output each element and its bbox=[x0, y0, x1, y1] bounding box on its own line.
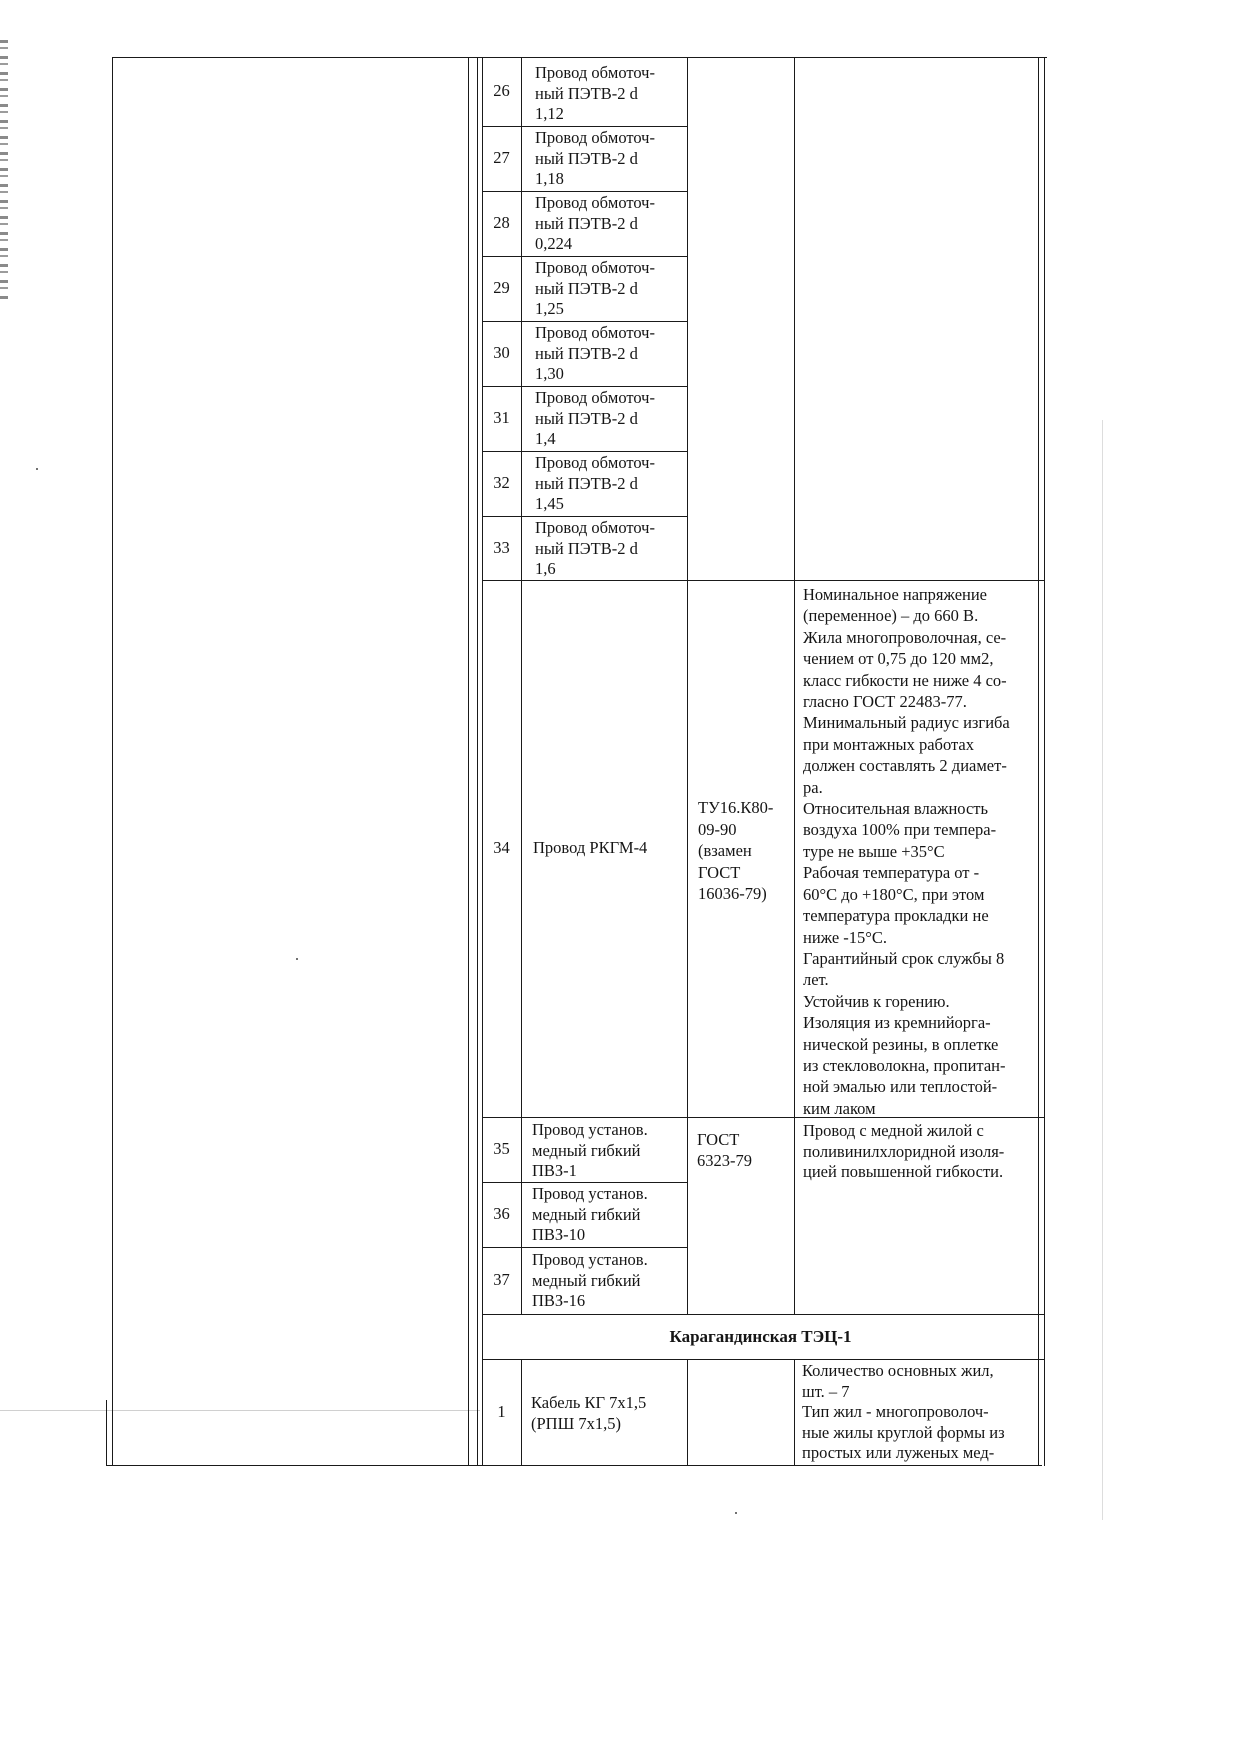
row-name: Провод установ. медный гибкий ПВЗ-16 bbox=[532, 1250, 648, 1310]
row-number: 30 bbox=[493, 343, 510, 363]
scan-line-artifact bbox=[1102, 420, 1103, 1520]
row-number: 31 bbox=[493, 408, 510, 428]
row-number: 32 bbox=[493, 473, 510, 493]
row-name: Провод обмоточ- ный ПЭТВ-2 d 1,45 bbox=[535, 453, 655, 513]
row-name: Провод обмоточ- ный ПЭТВ-2 d 1,6 bbox=[535, 518, 655, 578]
scan-speck bbox=[36, 468, 38, 470]
scan-line-artifact bbox=[0, 1410, 480, 1411]
row-name: Провод обмоточ- ный ПЭТВ-2 d 1,18 bbox=[535, 128, 655, 188]
left-border-lower bbox=[106, 1400, 107, 1466]
row-standard: ТУ16.К80- 09-90 (взамен ГОСТ 16036-79) bbox=[698, 798, 774, 903]
row-specification: Количество основных жил, шт. – 7 Тип жил - многопроволоч- ные жилы круглой формы из простых или луженых мед- bbox=[802, 1361, 1005, 1462]
left-column-divider bbox=[468, 57, 469, 1466]
left-border bbox=[112, 57, 113, 1465]
row-name: Провод РКГМ-4 bbox=[533, 838, 648, 858]
row-name: Провод обмоточ- ный ПЭТВ-2 d 1,30 bbox=[535, 323, 655, 383]
row-number: 28 bbox=[493, 213, 510, 233]
scan-speck bbox=[735, 1512, 737, 1514]
group-specification: Провод с медной жилой с поливинилхлоридной изоля- цией повышенной гибкости. bbox=[803, 1121, 1005, 1181]
row-number: 37 bbox=[493, 1270, 510, 1290]
number-name-divider bbox=[521, 57, 522, 1466]
row-specification: Номинальное напряжение (переменное) – до 660 В. Жила многопроволочная, се- чением от 0,75 до 120 мм2, класс гибкости не ниже 4 со- гласно ГОСТ 22483-77. Минимальный радиус изгиба при монтажных работах должен составлять 2 диамет- ра. Относительная влажность воздуха 100% при темпера- туре не выше +35°С Рабочая температура от - 60°С до +180°С, при этом температура прокладки не ниже -15°С. Гарантийный срок службы 8 лет. Устойчив к горению. Изоляция из кремнийорга- нической резины, в оплетке из стекловолокна, пропитан- ной эмалью или теплостой- ким лаком bbox=[803, 585, 1010, 1118]
row-name: Провод установ. медный гибкий ПВЗ-10 bbox=[532, 1184, 648, 1244]
row-number: 36 bbox=[493, 1204, 510, 1224]
row-number: 27 bbox=[493, 148, 510, 168]
row-name: Провод обмоточ- ный ПЭТВ-2 d 0,224 bbox=[535, 193, 655, 253]
scan-edge-artifact bbox=[0, 40, 8, 300]
row-number: 1 bbox=[497, 1401, 506, 1421]
row-name: Провод обмоточ- ный ПЭТВ-2 d 1,4 bbox=[535, 388, 655, 448]
row-name: Провод обмоточ- ный ПЭТВ-2 d 1,12 bbox=[535, 63, 655, 123]
row-name: Провод установ. медный гибкий ПВЗ-1 bbox=[532, 1120, 648, 1180]
scan-speck bbox=[296, 958, 298, 960]
row-number: 35 bbox=[493, 1139, 510, 1159]
right-border bbox=[1044, 57, 1045, 1466]
row-number: 29 bbox=[493, 278, 510, 298]
row-divider bbox=[482, 1359, 1045, 1360]
row-name: Кабель КГ 7х1,5 (РПШ 7х1,5) bbox=[531, 1393, 647, 1433]
table-bottom-border bbox=[106, 1465, 1042, 1466]
row-number: 34 bbox=[493, 838, 510, 858]
section-title: Карагандинская ТЭЦ-1 bbox=[669, 1327, 852, 1346]
row-name: Провод обмоточ- ный ПЭТВ-2 d 1,25 bbox=[535, 258, 655, 318]
left-column-divider-inner bbox=[477, 57, 478, 1466]
row-number: 26 bbox=[493, 81, 510, 101]
table-top-border bbox=[112, 57, 1047, 58]
name-standard-divider bbox=[687, 57, 688, 1466]
standard-spec-divider bbox=[794, 57, 795, 1466]
row-number: 33 bbox=[493, 537, 510, 557]
group-standard: ГОСТ 6323-79 bbox=[697, 1130, 752, 1170]
